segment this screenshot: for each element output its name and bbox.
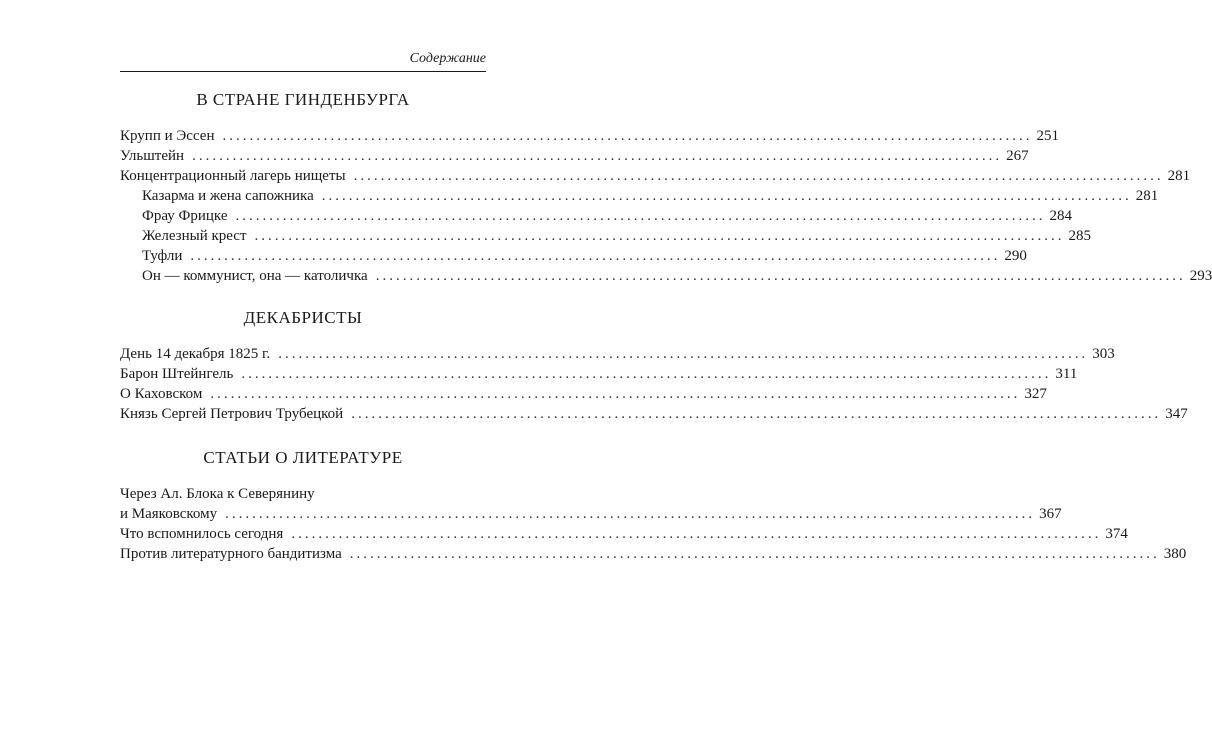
entry-title: Концентрационный лагерь нищеты bbox=[120, 168, 346, 184]
entry-title: Казарма и жена сапожника bbox=[142, 188, 314, 204]
entry-page: 281 bbox=[1135, 188, 1159, 204]
section-title: ДЕКАБРИСТЫ bbox=[243, 308, 363, 327]
entry-title: Барон Штейнгель bbox=[120, 366, 234, 382]
toc-entry bbox=[120, 524, 1128, 544]
entry-title: День 14 декабря 1825 г. bbox=[120, 346, 271, 362]
entry-page: 281 bbox=[1167, 168, 1191, 184]
toc-entry bbox=[120, 404, 1188, 424]
entry-page: 285 bbox=[1068, 228, 1092, 244]
entry-page: 374 bbox=[1105, 526, 1128, 542]
toc-entry bbox=[120, 246, 1027, 266]
entry-page: 347 bbox=[1165, 406, 1188, 422]
entry-page: 251 bbox=[1036, 128, 1059, 144]
dot-leader: ........................................................................................................................ bbox=[192, 148, 1003, 164]
spacer bbox=[120, 424, 486, 448]
toc-entry bbox=[120, 146, 1029, 166]
entry-page: 311 bbox=[1055, 366, 1078, 382]
entry-title-line: Через Ал. Блока к Северянину bbox=[120, 486, 315, 502]
entry-title: Туфли bbox=[142, 248, 183, 264]
toc-entry bbox=[120, 226, 1092, 246]
toc-entry bbox=[120, 504, 1062, 524]
dot-leader: ........................................................................................................................ bbox=[353, 168, 1164, 184]
entry-title: Фрау Фрицке bbox=[142, 208, 228, 224]
entry-page: 367 bbox=[1039, 506, 1062, 522]
dot-leader: ........................................................................................................................ bbox=[321, 188, 1132, 204]
entry-page: 267 bbox=[1006, 148, 1029, 164]
dot-leader: ........................................................................................................................ bbox=[190, 248, 1001, 264]
entry-title: Он — коммунист, она — католичка bbox=[142, 268, 368, 284]
section-title: СТАТЬИ О ЛИТЕРАТУРЕ bbox=[203, 448, 403, 467]
running-head: Содержание bbox=[120, 51, 486, 72]
dot-leader: ........................................................................................................................ bbox=[375, 268, 1186, 284]
toc-entry bbox=[120, 186, 1159, 206]
toc-entry bbox=[120, 166, 1191, 186]
toc-entry bbox=[120, 266, 1212, 286]
toc-entry bbox=[120, 126, 1059, 146]
entry-page: 293 bbox=[1189, 268, 1212, 284]
dot-leader: ........................................................................................................................ bbox=[222, 128, 1033, 144]
dot-leader: ........................................................................................................................ bbox=[210, 386, 1021, 402]
entry-page: 327 bbox=[1024, 386, 1047, 402]
entry-title: Против литературного бандитизма bbox=[120, 546, 342, 562]
toc-entry bbox=[120, 344, 1115, 364]
entry-page: 303 bbox=[1092, 346, 1115, 362]
entry-title: О Каховском bbox=[120, 386, 203, 402]
entry-title: Ульштейн bbox=[120, 148, 185, 164]
section-title: В СТРАНЕ ГИНДЕНБУРГА bbox=[196, 90, 410, 109]
dot-leader: ........................................................................................................................ bbox=[278, 346, 1089, 362]
dot-leader: ........................................................................................................................ bbox=[351, 406, 1162, 422]
toc-entry bbox=[120, 364, 1078, 384]
dot-leader: ........................................................................................................................ bbox=[349, 546, 1160, 562]
entry-title: Крупп и Эссен bbox=[120, 128, 215, 144]
toc-entry bbox=[120, 544, 1187, 564]
entry-page: 284 bbox=[1049, 208, 1072, 224]
entry-title: Князь Сергей Петрович Трубецкой bbox=[120, 406, 344, 422]
entry-title: Что вспомнилось сегодня bbox=[120, 526, 284, 542]
dot-leader: ........................................................................................................................ bbox=[225, 506, 1036, 522]
toc-entry bbox=[120, 384, 1047, 404]
table-of-contents bbox=[120, 90, 1212, 564]
entry-page: 290 bbox=[1004, 248, 1027, 264]
dot-leader: ........................................................................................................................ bbox=[254, 228, 1065, 244]
dot-leader: ........................................................................................................................ bbox=[235, 208, 1046, 224]
toc-entry bbox=[120, 206, 1072, 226]
spacer bbox=[120, 286, 486, 308]
dot-leader: ........................................................................................................................ bbox=[291, 526, 1102, 542]
dot-leader: ........................................................................................................................ bbox=[241, 366, 1052, 382]
entry-page: 380 bbox=[1163, 546, 1187, 562]
entry-title: Железный крест bbox=[142, 228, 247, 244]
entry-title: и Маяковскому bbox=[120, 506, 218, 522]
